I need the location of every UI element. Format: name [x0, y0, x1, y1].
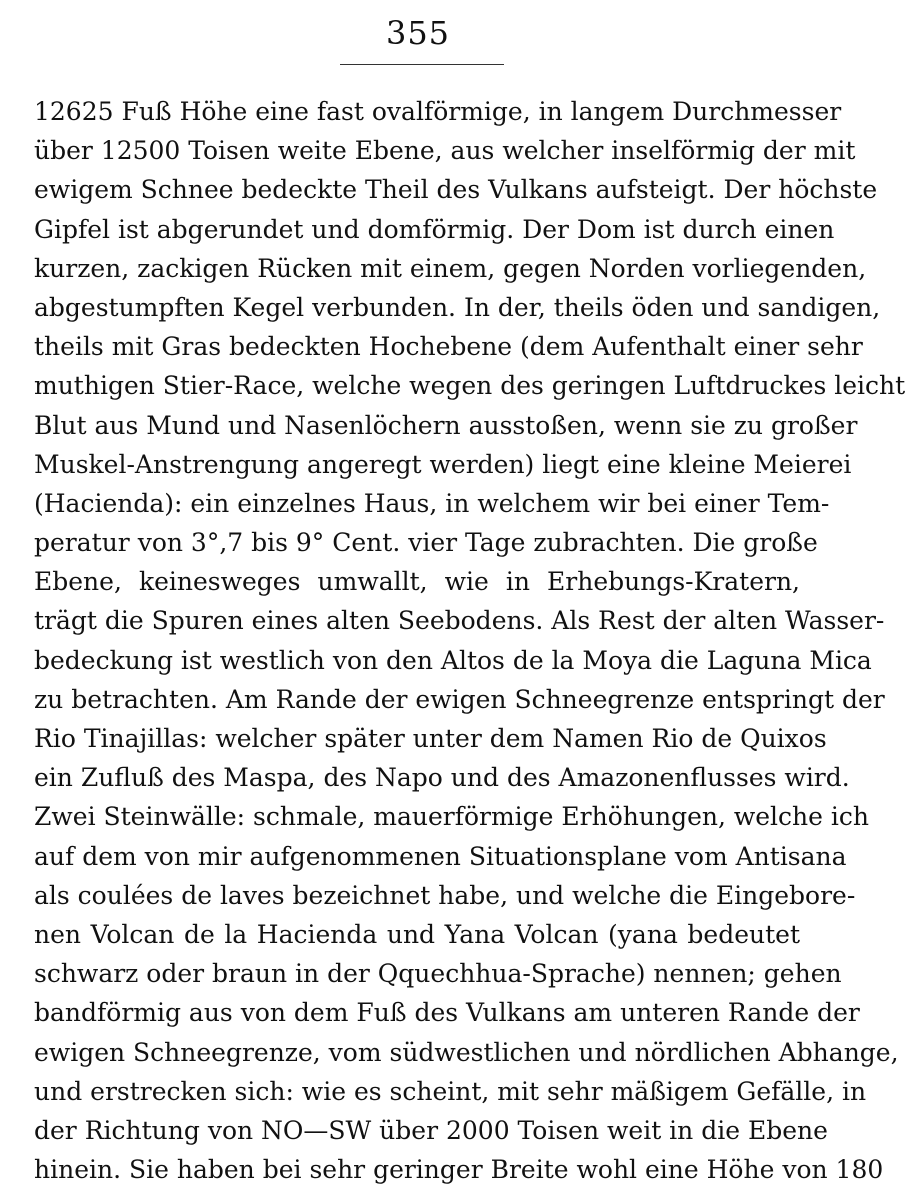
text-line: peratur von 3°,7 bis 9° Cent. vier Tage zubrachten. Die große: [34, 528, 818, 558]
text-line: hinein. Sie haben bei sehr geringer Breite wohl eine Höhe von 180: [34, 1155, 884, 1185]
text-line: bedeckung ist westlich von den Altos de la Moya die Laguna Mica: [34, 645, 872, 675]
text-line: Blut aus Mund und Nasenlöchern ausstoßen, wenn sie zu großer: [34, 410, 858, 440]
text-line: Zwei Steinwälle: schmale, mauerförmige Erhöhungen, welche ich: [34, 802, 869, 832]
text-line: kurzen, zackigen Rücken mit einem, gegen Norden vorliegenden,: [34, 253, 867, 283]
text-line: ewigem Schnee bedeckte Theil des Vulkans aufsteigt. Der höchste: [34, 175, 878, 205]
text-line: zu betrachten. Am Rande der ewigen Schneegrenze entspringt der: [34, 684, 885, 714]
text-line: 12625 Fuß Höhe eine fast ovalförmige, in langem Durchmesser: [34, 97, 842, 126]
page-number: 355: [385, 14, 451, 52]
text-line: auf dem von mir aufgenommenen Situationsplane vom Antisana: [34, 841, 847, 871]
text-line: als coulées de laves bezeichnet habe, und welche die Eingebore-: [34, 880, 856, 910]
text-line: trägt die Spuren eines alten Seebodens. Als Rest der alten Wasser-: [34, 606, 885, 636]
text-line: Ebene, keinesweges umwallt, wie in Erhebungs-Kratern,: [34, 567, 800, 597]
text-line: bandförmig aus von dem Fuß des Vulkans am unteren Rande der: [34, 998, 860, 1028]
text-line: abgestumpften Kegel verbunden. In der, theils öden und sandigen,: [34, 292, 881, 322]
text-line: der Richtung von NO—SW über 2000 Toisen weit in die Ebene: [34, 1115, 828, 1145]
text-line: theils mit Gras bedeckten Hochebene (dem Aufenthalt einer sehr: [34, 332, 863, 362]
body-text: [34, 92, 905, 1189]
text-line: Rio Tinajillas: welcher später unter dem Namen Rio de Quixos: [34, 724, 827, 753]
text-line: Muskel-Anstrengung angeregt werden) liegt eine kleine Meierei: [34, 449, 852, 479]
text-line: ein Zufluß des Maspa, des Napo und des Amazonenflusses wird.: [34, 763, 850, 793]
header-rule: [340, 64, 504, 65]
text-line: muthigen Stier-Race, welche wegen des geringen Luftdruckes leicht: [34, 371, 905, 401]
text-line: und erstrecken sich: wie es scheint, mit sehr mäßigem Gefälle, in: [34, 1076, 867, 1106]
text-line: (Hacienda): ein einzelnes Haus, in welchem wir bei einer Tem-: [34, 488, 830, 518]
text-line: nen Volcan de la Hacienda und Yana Volcan (yana bedeutet: [34, 919, 800, 949]
text-line: über 12500 Toisen weite Ebene, aus welcher inselförmig der mit: [34, 136, 856, 166]
text-line: ewigen Schneegrenze, vom südwestlichen und nördlichen Abhange,: [34, 1037, 899, 1067]
text-line: schwarz oder braun in der Qquechhua-Sprache) nennen; gehen: [34, 959, 842, 989]
text-line: Gipfel ist abgerundet und domförmig. Der Dom ist durch einen: [34, 214, 835, 244]
